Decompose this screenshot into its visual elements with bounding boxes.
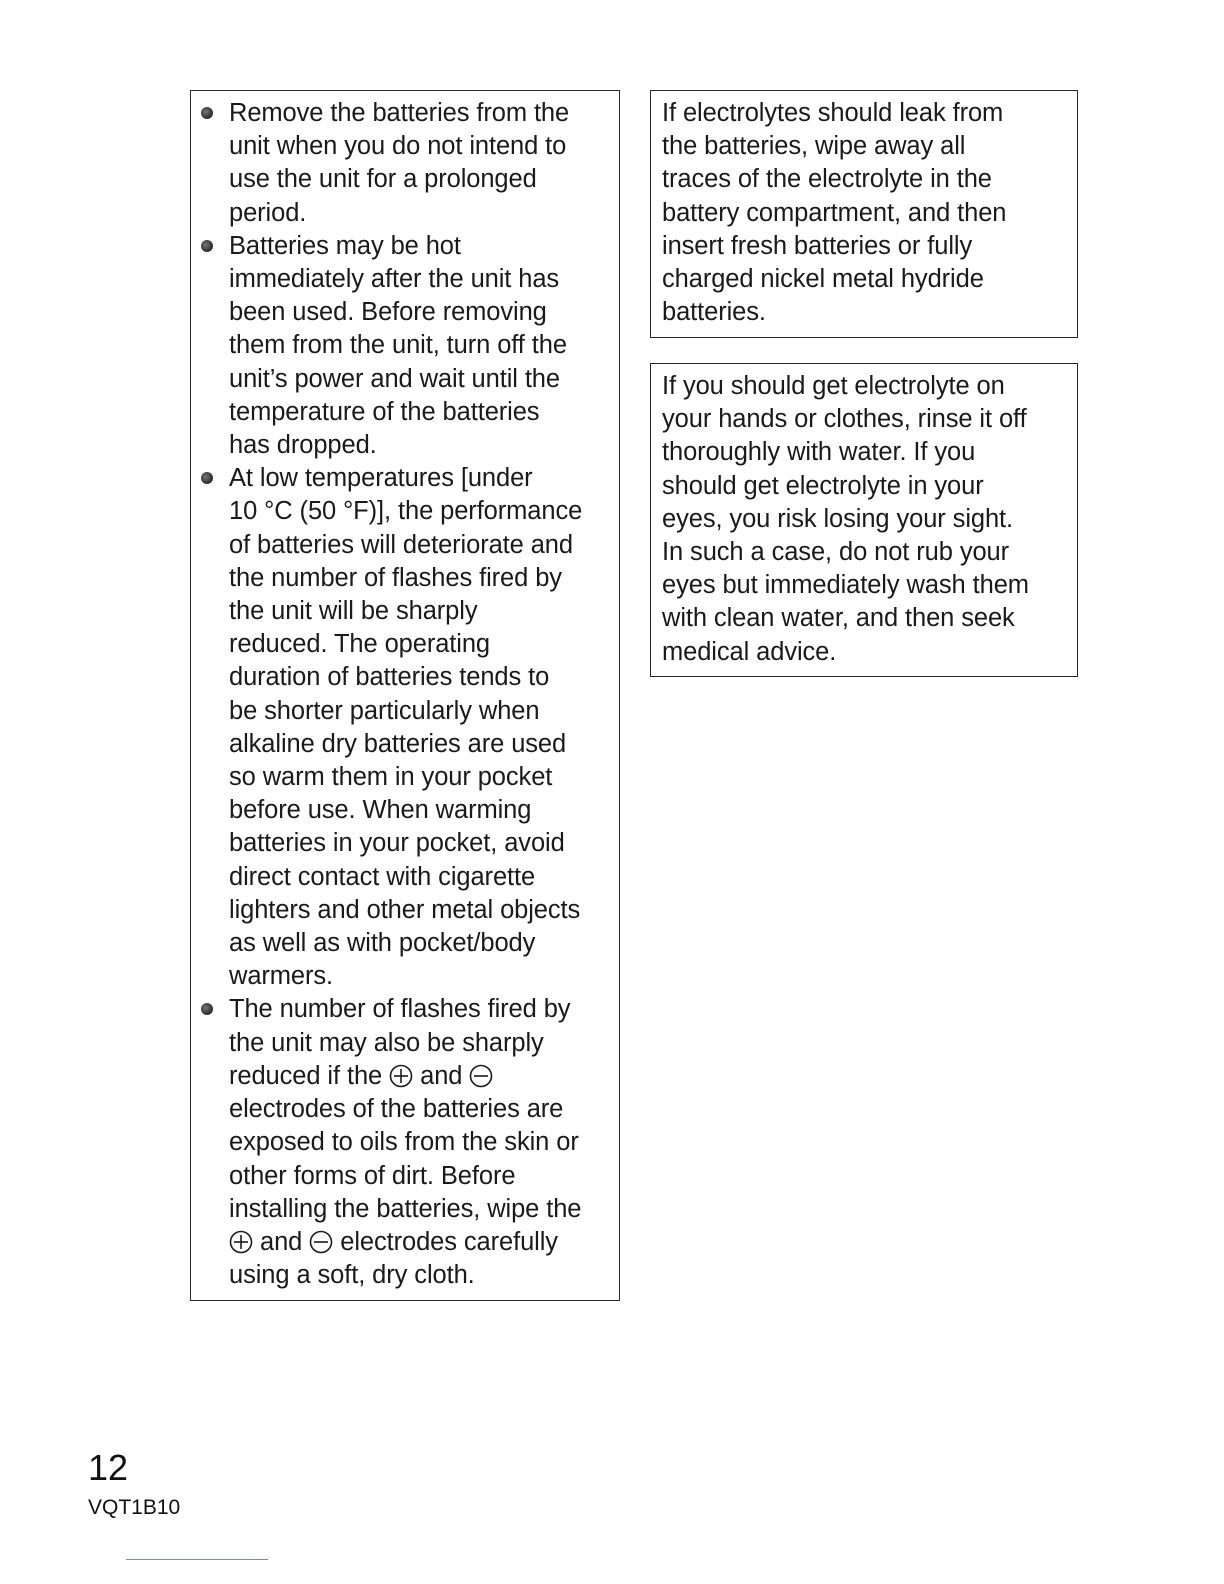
list-item xyxy=(201,993,611,1292)
bullet-icon xyxy=(201,240,213,252)
text-line: charged nickel metal hydride xyxy=(662,265,984,294)
text-line: unit when you do not intend to xyxy=(229,132,567,161)
text-line: with clean water, and then seek xyxy=(662,604,1015,633)
list-item xyxy=(201,462,611,993)
list-item xyxy=(201,97,611,230)
circled-minus-icon xyxy=(309,1230,333,1254)
battery-precautions-box xyxy=(190,90,620,1301)
text-line: so warm them in your pocket xyxy=(229,763,553,792)
text-line: be shorter particularly when xyxy=(229,696,540,725)
text-line: the unit may also be sharply xyxy=(229,1028,544,1057)
text-line: battery compartment, and then xyxy=(662,198,1007,227)
text-line: exposed to oils from the skin or xyxy=(229,1128,579,1157)
text-line: Remove the batteries from the xyxy=(229,99,570,127)
text-line: alkaline dry batteries are used xyxy=(229,729,567,758)
divider xyxy=(126,1559,268,1560)
text-fragment: electrodes carefully xyxy=(340,1227,558,1256)
list-item xyxy=(201,230,611,462)
text-line: has dropped. xyxy=(229,431,377,460)
text-line: installing the batteries, wipe the xyxy=(229,1194,582,1223)
text-line: direct contact with cigarette xyxy=(229,862,536,891)
text-line: of batteries will deteriorate and xyxy=(229,530,573,559)
text-line: warmers. xyxy=(229,962,334,991)
text-line: duration of batteries tends to xyxy=(229,663,550,692)
text-line xyxy=(229,1060,611,1093)
text-line: before use. When warming xyxy=(229,796,532,825)
text-line: Batteries may be hot xyxy=(229,231,461,260)
text-line: the batteries, wipe away all xyxy=(662,132,966,161)
document-code: VQT1B10 xyxy=(88,1496,181,1519)
text-line: lighters and other metal objects xyxy=(229,895,581,924)
bullet-icon xyxy=(201,107,213,119)
text-line: If you should get electrolyte on xyxy=(662,372,1005,400)
circled-plus-icon xyxy=(229,1230,253,1254)
text-line: immediately after the unit has xyxy=(229,265,560,294)
text-line: them from the unit, turn off the xyxy=(229,331,567,360)
text-line: The number of flashes fired by xyxy=(229,995,571,1024)
electrolyte-contact-text xyxy=(662,370,1071,669)
text-line: using a soft, dry cloth. xyxy=(229,1261,475,1290)
text-line: other forms of dirt. Before xyxy=(229,1161,516,1190)
text-line: 10 °C (50 °F)], the performance xyxy=(229,497,583,526)
text-fragment: and xyxy=(260,1227,303,1256)
text-fragment: reduced if the xyxy=(229,1061,383,1090)
page-number: 12 xyxy=(88,1447,129,1488)
text-line: been used. Before removing xyxy=(229,298,547,327)
bullet-icon xyxy=(201,1003,213,1015)
electrolyte-leak-box xyxy=(650,90,1078,338)
electrolyte-contact-box xyxy=(650,363,1078,677)
text-line: At low temperatures [under xyxy=(229,464,533,493)
text-line: unit’s power and wait until the xyxy=(229,364,560,393)
text-line: eyes but immediately wash them xyxy=(662,571,1029,600)
text-line: batteries. xyxy=(662,298,766,327)
text-line: the number of flashes fired by xyxy=(229,563,562,592)
electrolyte-leak-text xyxy=(662,97,1069,329)
text-line: period. xyxy=(229,198,307,227)
bullet-icon xyxy=(201,472,213,484)
text-line: medical advice. xyxy=(662,637,837,666)
text-line: If electrolytes should leak from xyxy=(662,99,1004,127)
text-line: traces of the electrolyte in the xyxy=(662,165,992,194)
text-line: as well as with pocket/body xyxy=(229,929,536,958)
text-line: thoroughly with water. If you xyxy=(662,438,976,467)
text-line: reduced. The operating xyxy=(229,630,491,659)
text-line: should get electrolyte in your xyxy=(662,471,984,500)
text-fragment: and xyxy=(420,1061,463,1090)
circled-minus-icon xyxy=(469,1064,493,1088)
text-line: the unit will be sharply xyxy=(229,597,478,626)
text-line: insert fresh batteries or fully xyxy=(662,231,973,260)
text-line: batteries in your pocket, avoid xyxy=(229,829,565,858)
precautions-list xyxy=(201,97,611,1292)
circled-plus-icon xyxy=(389,1064,413,1088)
text-line: use the unit for a prolonged xyxy=(229,165,537,194)
text-line: your hands or clothes, rinse it off xyxy=(662,405,1027,434)
text-line: In such a case, do not rub your xyxy=(662,538,1010,567)
text-line: eyes, you risk losing your sight. xyxy=(662,504,1014,533)
text-line: electrodes of the batteries are xyxy=(229,1095,564,1124)
text-line: temperature of the batteries xyxy=(229,397,540,426)
text-line xyxy=(229,1226,611,1259)
